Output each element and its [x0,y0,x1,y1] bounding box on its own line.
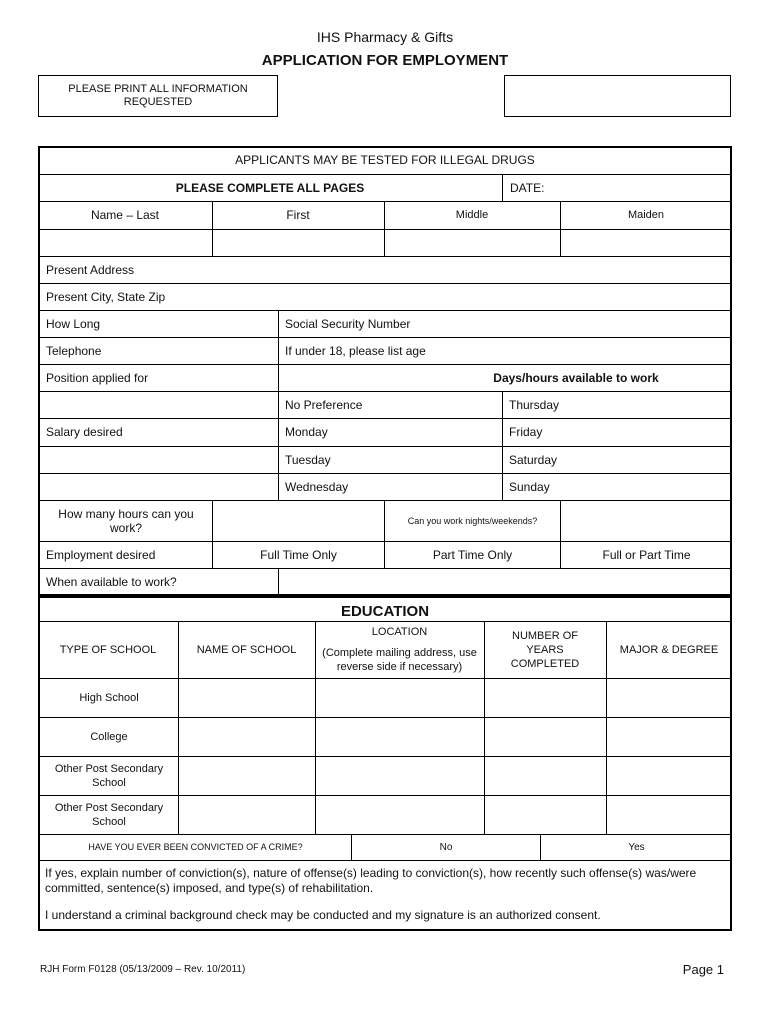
name-last-field[interactable] [38,229,212,256]
full-time-option[interactable]: Full Time Only [260,547,337,562]
name-middle-label: Middle [455,209,489,221]
tuesday-option[interactable]: Tuesday [285,452,331,467]
crime-no-option[interactable]: No [439,841,453,853]
complete-all-pages: PLEASE COMPLETE ALL PAGES [175,180,365,195]
sunday-option[interactable]: Sunday [509,479,550,494]
crime-yes-option[interactable]: Yes [628,841,645,853]
name-last-label: Name – Last [90,208,160,222]
date-field[interactable]: DATE: [510,180,545,195]
col-type-school: TYPE OF SCHOOL [59,643,157,656]
ssn-field[interactable]: Social Security Number [285,316,411,331]
education-title: EDUCATION [340,602,430,620]
name-middle-field[interactable] [384,229,560,256]
thursday-option[interactable]: Thursday [509,397,560,412]
nights-weekends-label: Can you work nights/weekends? [407,515,538,526]
col-major: MAJOR & DEGREE [619,643,719,656]
col-name-school: NAME OF SCHOOL [196,643,297,656]
no-preference-option[interactable]: No Preference [285,397,363,412]
present-city-field[interactable]: Present City, State Zip [46,289,166,304]
when-available-field[interactable] [279,568,732,596]
monday-option[interactable]: Monday [285,425,328,439]
col-location: LOCATION [371,626,428,638]
form-title: APPLICATION FOR EMPLOYMENT [261,51,509,69]
name-maiden-label: Maiden [627,209,665,221]
when-available-label: When available to work? [46,575,177,589]
school-type-row: High School [79,691,139,704]
employment-desired-label: Employment desired [46,547,156,562]
position-field-2[interactable] [40,391,278,418]
salary-field[interactable]: Salary desired [46,425,123,439]
form-id: RJH Form F0128 (05/13/2009 – Rev. 10/2011) [40,964,246,975]
crime-explain-text: If yes, explain number of conviction(s), nature of offense(s) leading to conviction(s), how recently such offense(s) was/were committed, sentence(s) imposed, and type(s) of rehabilitation. [45,866,697,895]
telephone-field[interactable]: Telephone [46,343,102,358]
saturday-option[interactable]: Saturday [509,452,558,467]
page-number: Page 1 [682,962,724,977]
office-use-box[interactable] [504,75,731,117]
name-first-label: First [286,208,310,222]
how-long-field[interactable]: How Long [46,316,101,331]
full-or-part-option[interactable]: Full or Part Time [602,547,691,562]
salary-field-2[interactable] [40,446,278,473]
under-18-field[interactable]: If under 18, please list age [285,343,426,358]
company-name: IHS Pharmacy & Gifts [316,29,454,45]
salary-field-3[interactable] [40,473,278,500]
part-time-option[interactable]: Part Time Only [432,547,513,562]
drug-test-notice: APPLICANTS MAY BE TESTED FOR ILLEGAL DRUGS [235,153,535,167]
col-years: NUMBER OF YEARS COMPLETED [510,629,580,670]
hours-work-label: How many hours can you work? [58,506,194,535]
crime-question: HAVE YOU EVER BEEN CONVICTED OF A CRIME? [88,842,303,852]
position-field[interactable]: Position applied for [46,370,149,385]
school-type-row: College [90,730,128,743]
name-first-field[interactable] [212,229,384,256]
nights-weekends-field[interactable] [561,500,732,541]
print-note-box: PLEASE PRINT ALL INFORMATION REQUESTED [38,75,278,117]
consent-text: I understand a criminal background check may be conducted and my signature is an authorized consent. [45,908,601,922]
hours-work-field[interactable] [213,500,384,541]
school-type-row: Other Post Secondary School [54,762,164,789]
wednesday-option[interactable]: Wednesday [285,479,349,494]
friday-option[interactable]: Friday [509,425,543,439]
present-address-field[interactable]: Present Address [46,262,135,277]
school-type-row: Other Post Secondary School [54,801,164,828]
name-maiden-field[interactable] [560,229,732,256]
days-hours-heading: Days/hours available to work [493,370,659,385]
col-location-note: (Complete mailing address, use reverse side if necessary) [322,647,477,673]
